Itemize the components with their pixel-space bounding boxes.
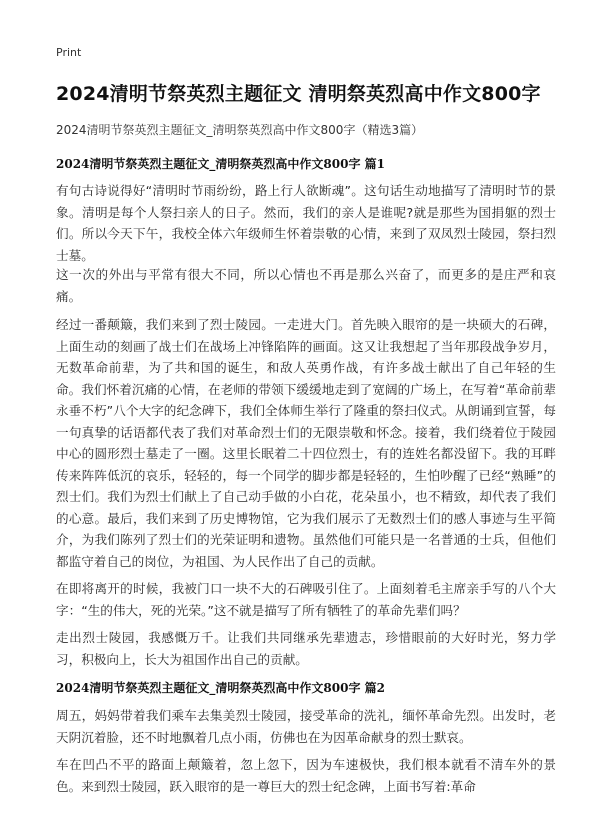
section-heading-2: 2024清明节祭英烈主题征文_清明祭英烈高中作文800字 篇2 (56, 681, 385, 695)
paragraph: 周五，妈妈带着我们乘车去集美烈士陵园，接受革命的洗礼，缅怀革命先烈。出发时，老天阴沉着脸，还不时地飘着几点小雨，仿佛也在为因革命献身的烈士默哀。 (56, 708, 556, 745)
paragraph: 车在凹凸不平的路面上颠簸着，忽上忽下，因为车速极快，我们根本就看不清车外的景色。来到烈士陵园，跃入眼帘的是一尊巨大的烈士纪念碑，上面书写着:革命 (56, 757, 556, 794)
paragraph: 经过一番颠簸，我们来到了烈士陵园。一走进大门。首先映入眼帘的是一块硕大的石碑，上面生动的刻画了战士们在战场上冲锋陷阵的画面。这又让我想起了当年那段战争岁月，无数革命前辈，为了共和国的诞生，和敌人英勇作战，有许多战士献出了自己年轻的生命。我们怀着沉痛的心情，在老师的带领下缓缓地走到了宽阔的广场上，在写着“革命前辈永垂不朽”八个大字的纪念碑下，我们全体师生举行了隆重的祭扫仪式。从朗诵到宣誓，每一句真挚的话语都代表了我们对革命烈士们的无限崇敬和怀念。接着，我们绕着位于陵园中心的圆形烈士墓走了一圈。这里长眠着二十四位烈士，有的连姓名都没留下。我的耳畔传来阵阵低沉的哀乐，轻轻的，每一个同学的脚步都是轻轻的，生怕吵醒了已经“熟睡”的烈士们。我们为烈士们献上了自己动手做的小白花，花朵虽小，也不精致，却代表了我们的心意。最后，我们来到了历史博物馆，它为我们展示了无数烈士们的感人事迹与生平简介，为我们陈列了烈士们的光荣证明和遗物。虽然他们可能只是一名普通的士兵，但他们都监守着自己的岗位，为祖国、为人民作出了自己的贡献。 (56, 317, 556, 569)
page-title: 2024清明节祭英烈主题征文 清明祭英烈高中作文800字 (56, 83, 541, 105)
print-link[interactable]: Print (56, 46, 82, 59)
paragraph: 这一次的外出与平常有很大不同，所以心情也不再是那么兴奋了，而更多的是庄严和哀痛。 (56, 267, 556, 304)
article-subtitle: 2024清明节祭英烈主题征文_清明祭英烈高中作文800字（精选3篇） (56, 123, 424, 137)
paragraph: 在即将离开的时候，我被门口一块不大的石碑吸引住了。上面刻着毛主席亲手写的八个大字：“生的伟大，死的光荣。”这不就是描写了所有牺牲了的革命先辈们吗？ (56, 581, 556, 618)
paragraph: 走出烈士陵园，我感慨万千。让我们共同继承先辈遗志，珍惜眼前的大好时光，努力学习，积极向上，长大为祖国作出自己的贡献。 (56, 630, 556, 667)
section-heading-1: 2024清明节祭英烈主题征文_清明祭英烈高中作文800字 篇1 (56, 157, 385, 171)
paragraph: 有句古诗说得好“清明时节雨纷纷，路上行人欲断魂”。这句话生动地描写了清明时节的景象。清明是每个人祭扫亲人的日子。然而，我们的亲人是谁呢?就是那些为国捐躯的烈士们。所以今天下午，我校全体六年级师生怀着崇敬的心情，来到了双凤烈士陵园，祭扫烈士墓。 (56, 183, 556, 263)
